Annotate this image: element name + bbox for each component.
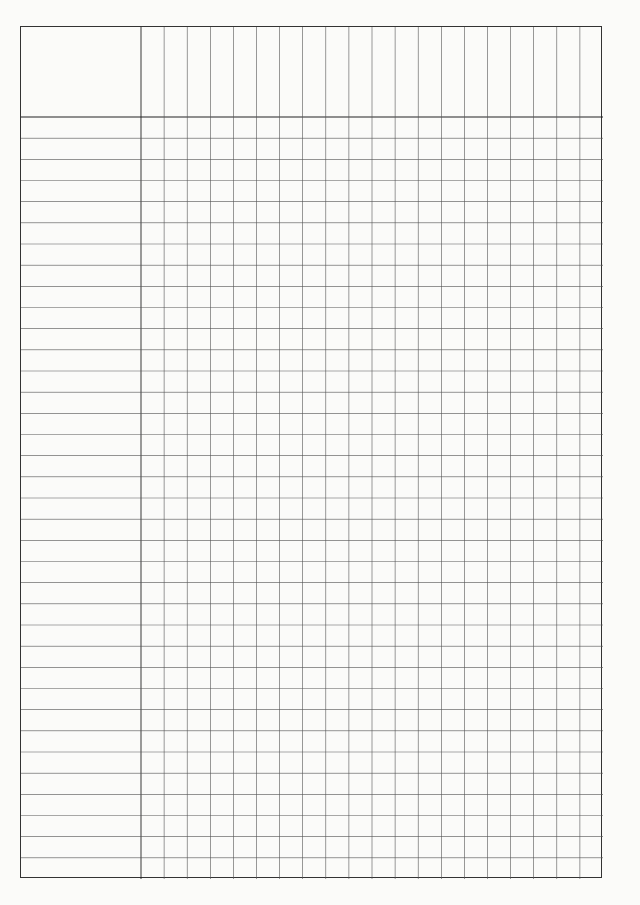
table-frame xyxy=(20,26,602,878)
page-margin-mark xyxy=(604,30,618,90)
table-grid xyxy=(21,27,603,879)
